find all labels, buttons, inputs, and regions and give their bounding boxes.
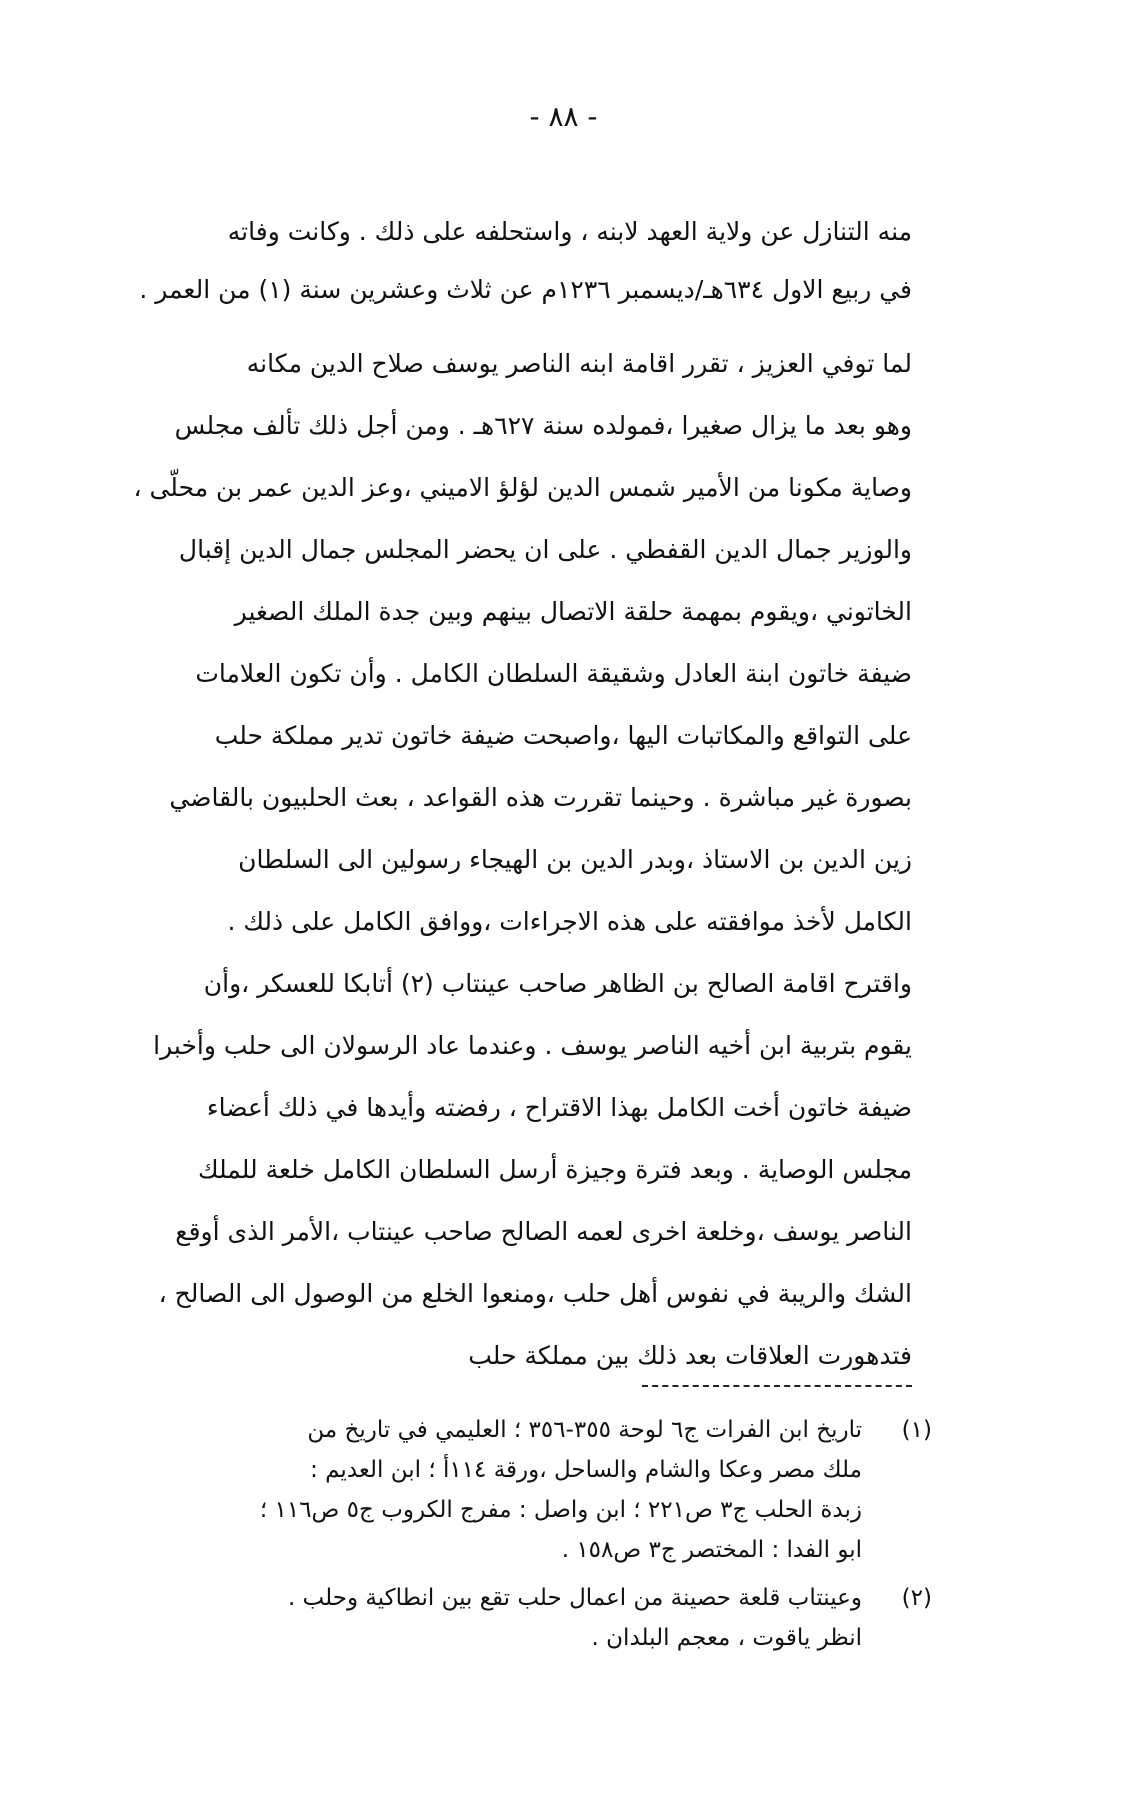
text-line: الخاتوني ،ويقوم بمهمة حلقة الاتصال بينهم وبين جدة الملك الصغير [234,597,912,626]
text-line: وصاية مكونا من الأمير شمس الدين لؤلؤ الاميني ،وعز الدين عمر بن محلّى ، [133,473,912,502]
text-line: مجلس الوصاية . وبعد فترة وجيزة أرسل السلطان الكامل خلعة للملك [197,1155,912,1184]
footnote-1 [102,1410,932,1570]
footnote-line: تاريخ ابن الفرات ج٦ لوحة ٣٥٥-٣٥٦ ؛ العليمي في تاريخ من [307,1417,862,1443]
footnote-line: زبدة الحلب ج٣ ص٢٢١ ؛ ابن واصل : مفرج الكروب ج٥ ص١١٦ ؛ [259,1497,862,1523]
text-line: والوزير جمال الدين القفطي . على ان يحضر المجلس جمال الدين إقبال [178,535,912,564]
footnote-line: ابو الفدا : المختصر ج٣ ص١٥٨ . [561,1537,862,1563]
page-number: - ٨٨ - [529,100,598,133]
text-line: زين الدين بن الاستاذ ،وبدر الدين بن الهيجاء رسولين الى السلطان [238,845,912,874]
footnotes [102,1410,932,1666]
footnote-body [102,1578,862,1658]
text-line: في ربيع الاول ٦٣٤هـ/ديسمبر ١٢٣٦م عن ثلاث وعشرين سنة (١) من العمر . [139,275,912,304]
footnote-number: (١) [901,1417,932,1443]
text-line: لما توفي العزيز ، تقرر اقامة ابنه الناصر يوسف صلاح الدين مكانه [246,349,912,378]
text-line: يقوم بتربية ابن أخيه الناصر يوسف . وعندما عاد الرسولان الى حلب وأخبرا [153,1031,912,1060]
footnote-body [102,1410,862,1570]
text-line: وهو بعد ما يزال صغيرا ،فمولده سنة ٦٢٧هـ . ومن أجل ذلك تألف مجلس [174,411,912,440]
text-line: ضيفة خاتون ابنة العادل وشقيقة السلطان الكامل . وأن تكون العلامات [195,659,912,688]
text-line: الكامل لأخذ موافقته على هذه الاجراءات ،ووافق الكامل على ذلك . [227,907,912,936]
text-line: بصورة غير مباشرة . وحينما تقررت هذه القواعد ، بعث الحلبيون بالقاضي [169,783,912,812]
text-line: واقترح اقامة الصالح بن الظاهر صاحب عينتاب (٢) أتابكا للعسكر ،وأن [203,969,912,998]
footnote-line: انظر ياقوت ، معجم البلدان . [591,1625,862,1651]
text-line: الناصر يوسف ،وخلعة اخرى لعمه الصالح صاحب عينتاب ،الأمر الذى أوقع [175,1217,912,1246]
text-line: على التواقع والمكاتبات اليها ،واصبحت ضيفة خاتون تدير مملكة حلب [214,721,912,750]
text-line: ضيفة خاتون أخت الكامل بهذا الاقتراح ، رفضته وأيدها في ذلك أعضاء [206,1093,912,1122]
main-text [122,205,912,1387]
footnote-line: ملك مصر وعكا والشام والساحل ،ورقة ١١٤أ ؛ ابن العديم : [310,1457,862,1483]
footnote-2 [102,1578,932,1658]
footnote-number: (٢) [901,1585,932,1611]
text-line: الشك والريبة في نفوس أهل حلب ،ومنعوا الخلع من الوصول الى الصالح ، [158,1279,912,1308]
footnote-line: وعينتاب قلعة حصينة من اعمال حلب تقع بين انطاكية وحلب . [287,1585,862,1611]
text-line: فتدهورت العلاقات بعد ذلك بين مملكة حلب [468,1341,912,1370]
text-line: منه التنازل عن ولاية العهد لابنه ، واستحلفه على ذلك . وكانت وفاته [227,217,912,246]
